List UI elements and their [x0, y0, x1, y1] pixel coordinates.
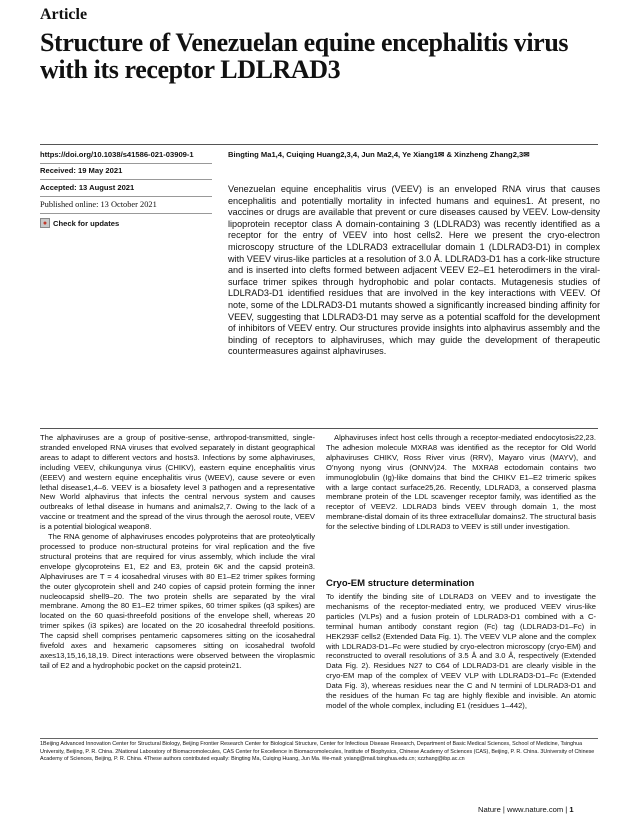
- page-number: 1: [569, 805, 574, 814]
- doi-link[interactable]: https://doi.org/10.1038/s41586-021-03909-1: [40, 150, 194, 159]
- check-for-updates-button[interactable]: [40, 218, 212, 228]
- affiliations-footnote: 1Beijing Advanced Innovation Center for Structural Biology, Beijing Frontier Research Center for Biological Structure, Center for Infectious Disease Research, Department of Basic Medical Sciences, School of Medicine, Tsinghua University, Beijing, P. R. China. 2National Laboratory of Biomacromolecules, CAS Center for Excellence in Biomacromolecules, Institute of Biophysics, Chinese Academy of Sciences (CAS), Beijing, P. R. China. 3University of Chinese Academy of Sciences, Beijing, P. R. China. 4These authors contributed equally: Bingting Ma, Cuiqing Huang, Jun Ma. ✉e-mail: yxiang@mail.tsinghua.edu.cn; xzzhang@ibp.ac.cn: [40, 741, 595, 763]
- journal-name: Nature: [478, 805, 501, 814]
- published-date: Published online: 13 October 2021: [40, 200, 157, 209]
- meta-divider: [40, 163, 212, 164]
- author-list: Bingting Ma1,4, Cuiqing Huang2,3,4, Jun Ma2,4, Ye Xiang1✉ & Xinzheng Zhang2,3✉: [228, 150, 530, 159]
- footnote-divider: [40, 738, 598, 739]
- journal-website[interactable]: www.nature.com: [507, 805, 564, 814]
- meta-divider: [40, 213, 212, 214]
- header-divider: [40, 144, 598, 145]
- page-footer: [478, 805, 574, 814]
- abstract: Venezuelan equine encephalitis virus (VEEV) is an enveloped RNA virus that causes encephalitis and potentially mortality in infected humans and equines1. At present, no vaccines or drugs are available that prevent or cure diseases caused by VEEV. Low-density lipoprotein receptor class A domain-containing 3 (LDLRAD3) was recently identified as a receptor for the entry of VEEV into host cells2. Here we present the cryo-electron microscopy structure of the LDLRAD3 extracellular domain 1 (LDLRAD3-D1) in complex with VEEV virus-like particles at a resolution of 3.0 Å. LDLRAD3-D1 has a cork-like structure and is inserted into clefts formed between adjacent VEEV E2–E1 heterodimers in the viral-surface trimer spikes through hydrophobic and polar contacts. Mutagenesis studies of LDLRAD3-D1 identified residues that are involved in the key interactions with VEEV. Of note, some of the LDLRAD3-D1 mutants showed a significantly increased binding affinity for VEEV, suggesting that LDLRAD3-D1 may serve as a potential scaffold for the development of inhibitors of VEEV entry. Our structures provide insights into alphavirus assembly and the binding of receptors to alphaviruses, which may guide the development of therapeutic countermeasures against alphaviruses.: [228, 184, 600, 357]
- body-column-right-continued: [326, 592, 596, 711]
- abstract-divider: [40, 428, 598, 429]
- meta-divider: [40, 179, 212, 180]
- section-heading: Cryo-EM structure determination: [326, 578, 475, 589]
- accepted-date: Accepted: 13 August 2021: [40, 183, 135, 192]
- footer-separator: |: [565, 805, 568, 814]
- body-column-right: [326, 433, 596, 532]
- check-updates-icon: ●: [40, 218, 50, 228]
- article-type-label: Article: [40, 6, 88, 23]
- paragraph: The alphaviruses are a group of positive-sense, arthropod-transmitted, single-stranded enveloped RNA viruses that evolved separately in distant geographical areas to adapt to different vectors and hosts3. Infections by some alphaviruses, including VEEV, chikungunya virus (CHIKV), eastern equine encephalitis virus (EEEV) and western equine encephalitis virus (WEEV), cause severe or even lethal disease1,4–6. VEEV is a biosafety level 3 pathogen and a representative New World alphavirus that infects the central nervous system and causes outbreaks of lethal disease in humans and animals2,7. Owing to the lack of a vaccine or treatment and the spread of the virus through the aerosol route, VEEV is a potential biological weapon8.: [40, 433, 315, 532]
- meta-divider: [40, 196, 212, 197]
- article-title: Structure of Venezuelan equine encephalitis virus with its receptor LDLRAD3: [40, 28, 569, 84]
- body-column-left: [40, 433, 315, 671]
- paragraph: To identify the binding site of LDLRAD3 on VEEV and to investigate the mechanisms of the receptor-mediated entry, we produced VEEV virus-like particles (VLPs) and a fusion protein of LDLRAD3-D1 combined with a C-terminal human antibody constant region (Fc) tag (LDLRAD3-D1–Fc) in HEK293F cells2 (Extended Data Fig. 1). The VEEV VLP alone and the complex with LDLRAD3-D1–Fc were studied by cryo-electron microscopy (cryo-EM) and reconstructed to overall resolutions of 3.5 Å and 3.0 Å, respectively (Extended Data Fig. 2). Residues N27 to C64 of LDLRAD3-D1 are clearly visible in the cryo-EM map of the complex of VEEV VLP with LDLRAD3-D1–Fc (Extended Data Fig. 3), whereas residues near the C and N termini of LDLRAD3-D1 and the residues of the human Fc tag are highly flexible and invisible. An atomic model of the whole complex, including E1 (residues 1–442),: [326, 592, 596, 710]
- footer-separator: |: [502, 805, 505, 814]
- paragraph: The RNA genome of alphaviruses encodes polyproteins that are proteolytically processed to produce non-structural proteins for viral replication and the five structural proteins that are required for virus assembly, which include the viral envelope glycoproteins E1, E2 and E3, protein 6K and the capsid protein3. Alphaviruses are T = 4 icosahedral viruses with 80 E1–E2 trimer spikes forming the outer glycoprotein shell and 240 copies of capsid protein forming the inner nucleocapsid shell9–20. The two protein shells are separated by the viral membrane. Among the 80 E1–E2 trimer spikes, 60 trimer spikes (q3 spikes) are located on the 60 quasi-threefold positions of the envelope shell, whereas 20 trimer spikes (i3 spikes) are located on the 20 icosahedral threefold positions. The capsid shell comprises pentameric capsomeres sitting on the icosahedral fivefold axes and hexameric capsomeres sitting on icosahedral twofold axes13,15,16,18,19. Direct interactions were observed between the viroplasmic tail of E2 and a hydrophobic pocket on the capsid protein21.: [40, 532, 315, 670]
- check-updates-label: Check for updates: [53, 218, 120, 228]
- paragraph: Alphaviruses infect host cells through a receptor-mediated endocytosis22,23. The adhesion molecule MXRA8 was identified as the receptor for Old World alphaviruses CHIKV, Ross River virus (RRV), Mayaro virus (MAYV), and O’nyong nyong virus (ONNV)24. The MXRA8 ectodomain contains two immunoglobulin (Ig)-like domains that bind the CHIKV E1–E2 trimeric spikes with a large contact surface25,26. Recently, LDLRAD3, a conserved plasma membrane protein of the LDL scavenger receptor family, was identified as the receptor of VEEV2. LDLRAD3 binds VEEV through domain 1, the most membrane-distal domain of its three extracellular domains2. The structural basis for the selective binding of LDLRAD3 to VEEV is still under investigation.: [326, 433, 596, 532]
- received-date: Received: 19 May 2021: [40, 166, 123, 175]
